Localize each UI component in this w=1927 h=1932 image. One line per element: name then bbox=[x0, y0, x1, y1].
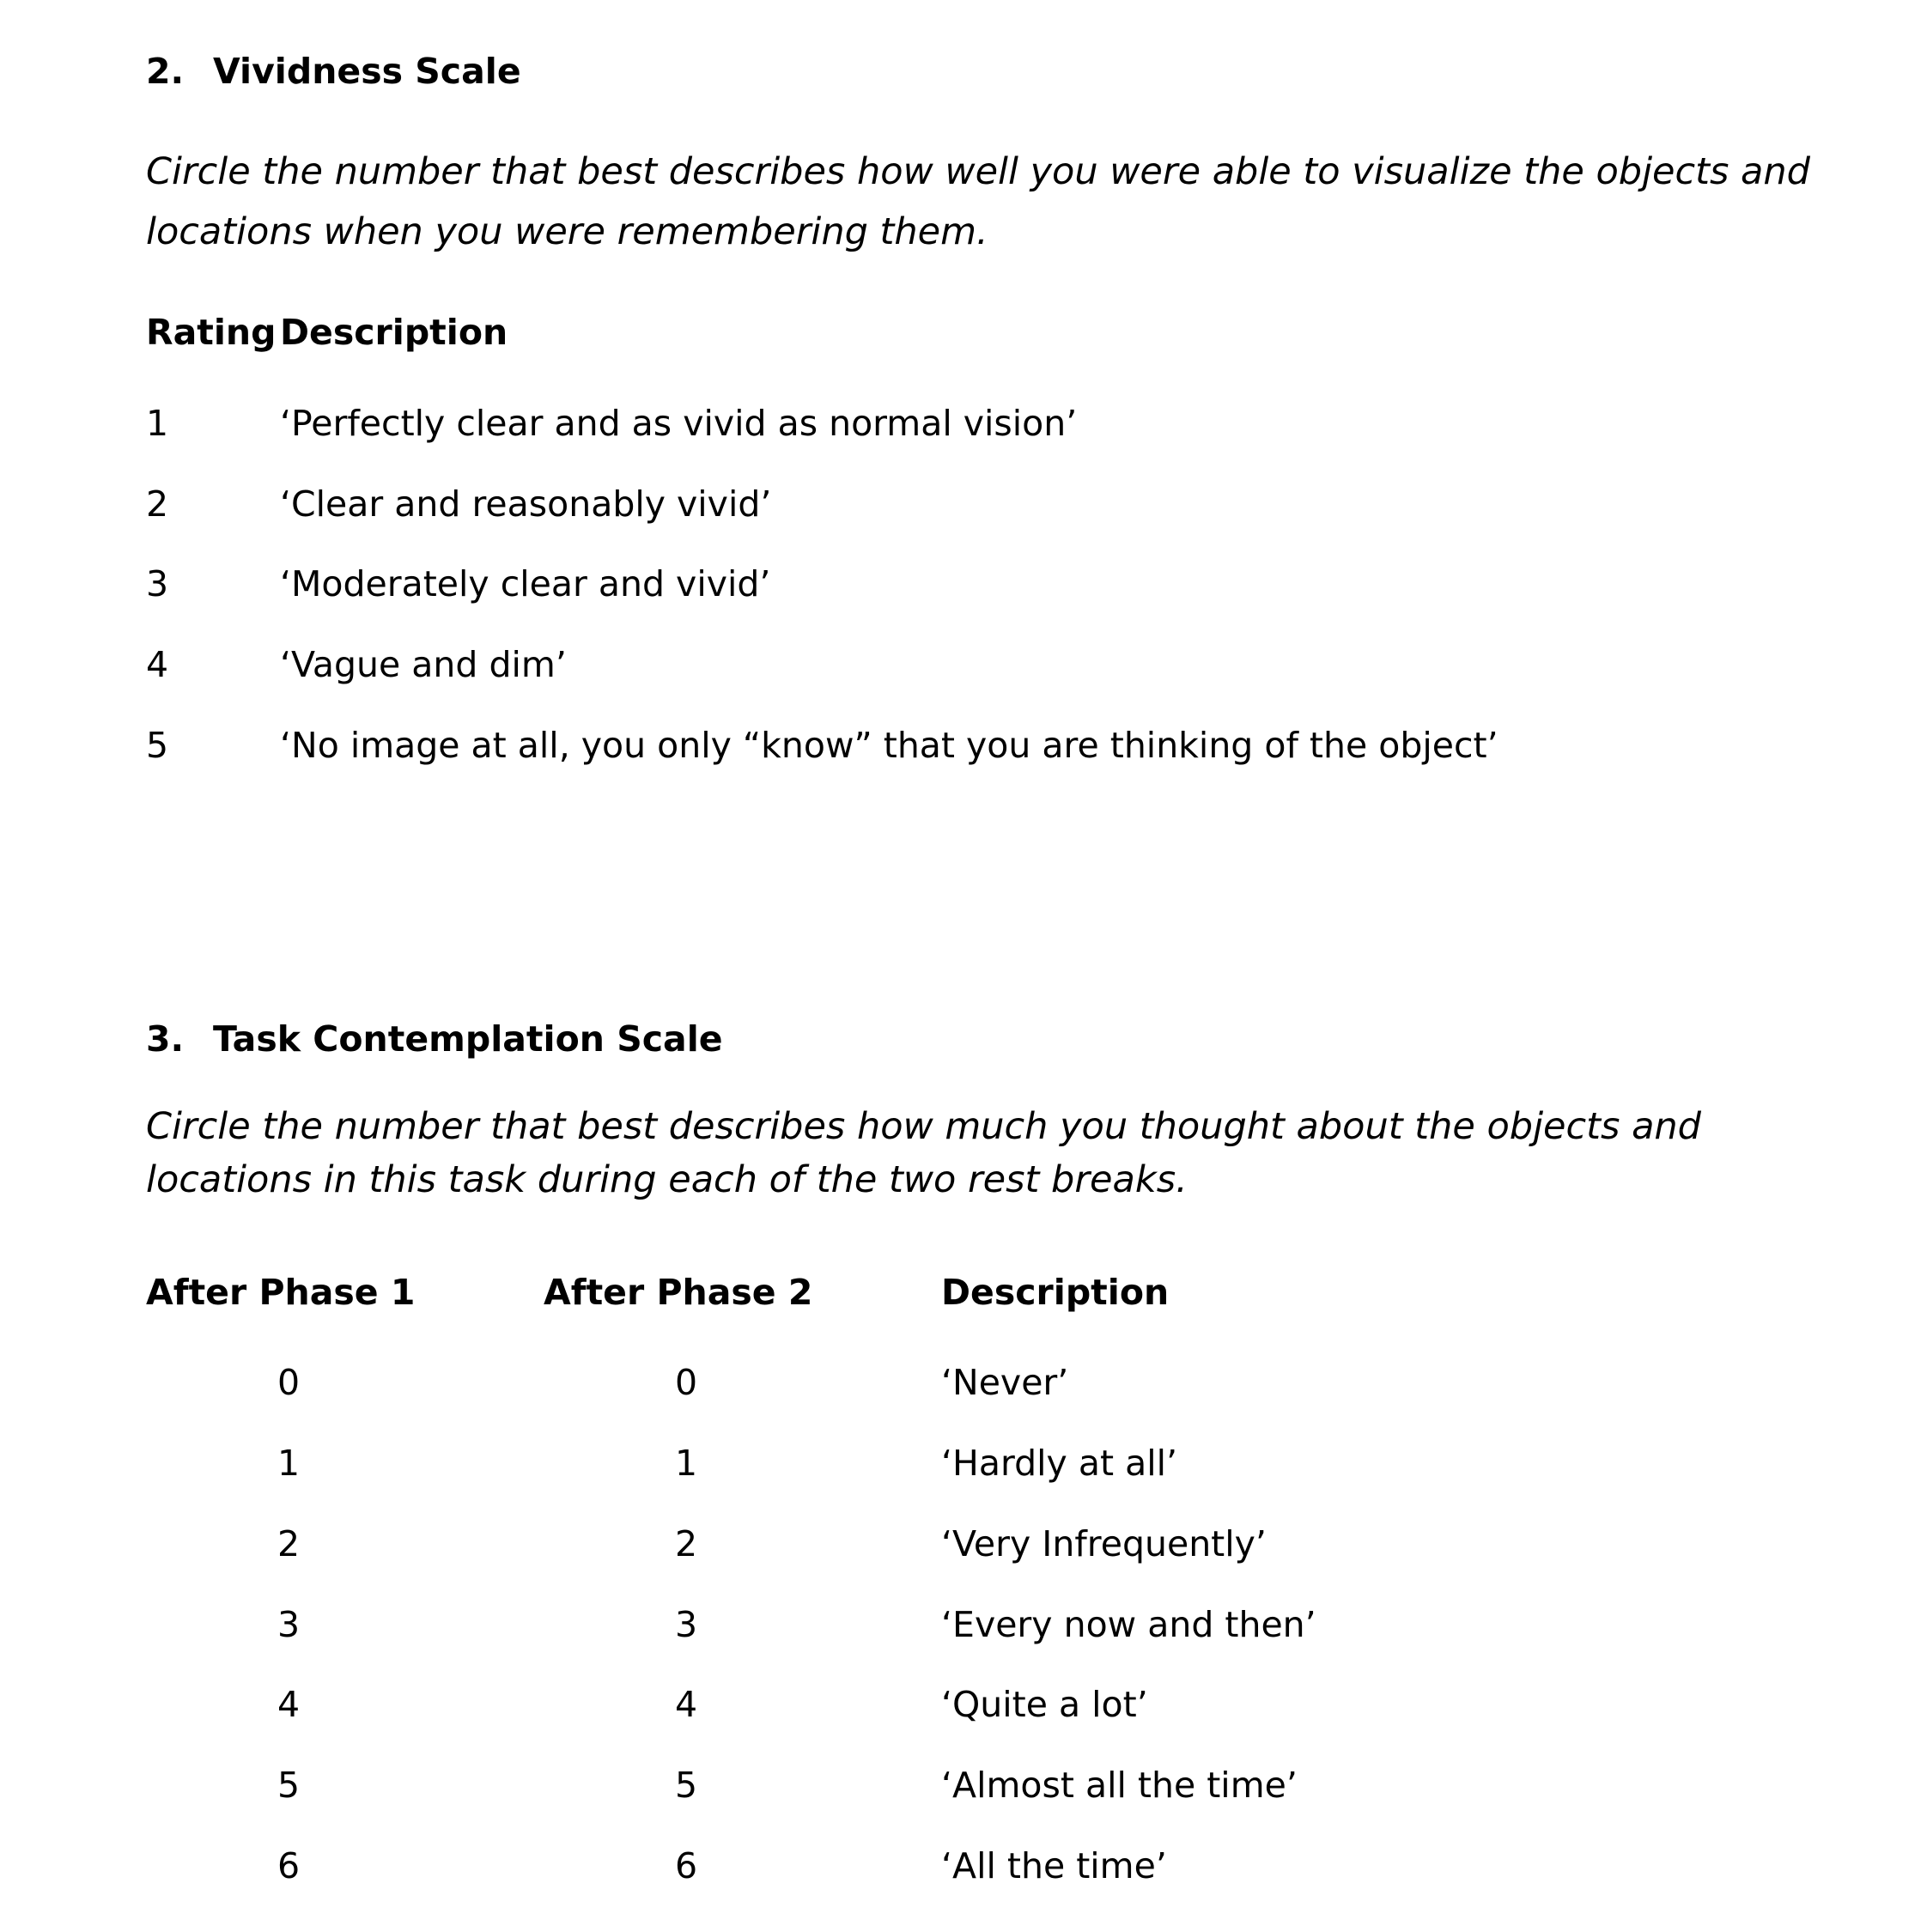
vividness-description: ‘Vague and dim’ bbox=[280, 644, 567, 685]
rating-header: Rating bbox=[146, 312, 277, 353]
description-header: Description bbox=[280, 312, 508, 353]
vividness-rating: 2 bbox=[146, 483, 169, 525]
section-3-number: 3. bbox=[146, 1018, 185, 1060]
contemplation-description: ‘Very Infrequently’ bbox=[941, 1523, 1267, 1564]
phase-2-rating: 2 bbox=[674, 1523, 698, 1564]
vividness-rating: 5 bbox=[146, 725, 169, 766]
phase-1-rating: 0 bbox=[277, 1362, 301, 1403]
section-2-instruction: Circle the number that best describes how well you were able to visualize the objects and locations when you were remembering them. bbox=[146, 150, 1810, 253]
phase-1-rating: 4 bbox=[277, 1684, 301, 1725]
phase-2-rating: 1 bbox=[674, 1443, 698, 1484]
contemplation-description: ‘Hardly at all’ bbox=[941, 1443, 1178, 1484]
phase-2-rating: 5 bbox=[674, 1765, 698, 1806]
contemplation-description: ‘Never’ bbox=[941, 1362, 1069, 1403]
phase-2-rating: 0 bbox=[674, 1362, 698, 1403]
description-header: Description bbox=[941, 1272, 1170, 1313]
phase-2-rating: 6 bbox=[674, 1845, 698, 1886]
contemplation-description: ‘All the time’ bbox=[941, 1845, 1167, 1886]
vividness-rating: 3 bbox=[146, 563, 169, 605]
after-phase-2-header: After Phase 2 bbox=[544, 1272, 813, 1313]
vividness-description: ‘Clear and reasonably vivid’ bbox=[280, 483, 772, 525]
section-2-title: Vividness Scale bbox=[213, 51, 521, 92]
vividness-rating: 1 bbox=[146, 403, 169, 444]
phase-1-rating: 1 bbox=[277, 1443, 301, 1484]
phase-2-rating: 3 bbox=[674, 1604, 698, 1645]
section-2-number: 2. bbox=[146, 51, 185, 92]
phase-1-rating: 3 bbox=[277, 1604, 301, 1645]
after-phase-1-header: After Phase 1 bbox=[146, 1272, 416, 1313]
contemplation-description: ‘Quite a lot’ bbox=[941, 1684, 1148, 1725]
phase-1-rating: 6 bbox=[277, 1845, 301, 1886]
phase-2-rating: 4 bbox=[674, 1684, 698, 1725]
vividness-description: ‘No image at all, you only “know” that you are thinking of the object’ bbox=[280, 725, 1498, 766]
section-3-instruction: Circle the number that best describes how much you thought about the objects and locations in this task during each of the two rest breaks. bbox=[146, 1105, 1701, 1201]
section-3-title: Task Contemplation Scale bbox=[213, 1018, 723, 1060]
vividness-rating: 4 bbox=[146, 644, 169, 685]
contemplation-description: ‘Every now and then’ bbox=[941, 1604, 1316, 1645]
phase-1-rating: 2 bbox=[277, 1523, 301, 1564]
phase-1-rating: 5 bbox=[277, 1765, 301, 1806]
contemplation-description: ‘Almost all the time’ bbox=[941, 1765, 1298, 1806]
vividness-description: ‘Perfectly clear and as vivid as normal vision’ bbox=[280, 403, 1078, 444]
vividness-description: ‘Moderately clear and vivid’ bbox=[280, 563, 771, 605]
